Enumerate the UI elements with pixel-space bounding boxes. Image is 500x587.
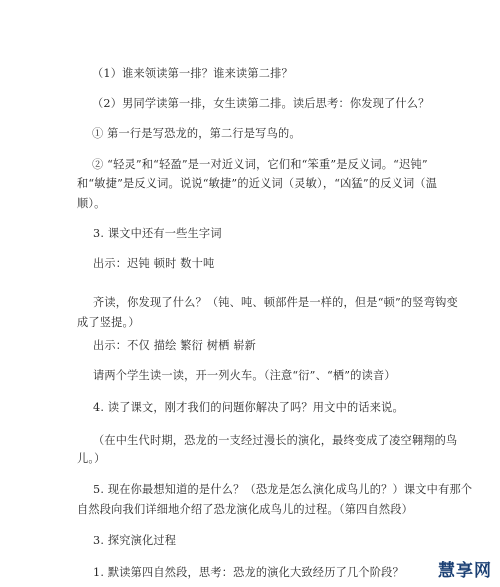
text-line: 儿。） xyxy=(77,452,106,465)
section-heading: 3. 课文中还有一些生字词 xyxy=(93,227,222,240)
text-line: 成了竖提。） xyxy=(77,316,140,329)
text-line: 5. 现在你最想知道的是什么？（恐龙是怎么演化成鸟儿的？）课文中有那个 xyxy=(93,483,473,496)
watermark-logo: 慧享网 xyxy=(438,561,492,581)
text-line: 自然段向我们详细地介绍了恐龙演化成鸟儿的过程。（第四自然段） xyxy=(77,503,414,516)
text-line: 和“敏捷”是反义词。说说“敏捷”的近义词（灵敏），“凶猛”的反义词（温 xyxy=(77,177,438,190)
section-heading: 3. 探究演化过程 xyxy=(93,534,177,547)
text-line: （2）男同学读第一排，女生读第二排。读后思考：你发现了什么？ xyxy=(92,97,430,110)
text-line: （在中生代时期，恐龙的一支经过漫长的演化，最终变成了凌空翱翔的鸟 xyxy=(93,434,458,447)
text-line: 顺）。 xyxy=(77,197,106,210)
text-line: 4. 读了课文，刚才我们的问题你解决了吗？用文中的话来说。 xyxy=(93,401,404,414)
text-line: 出示：迟钝 顿时 数十吨 xyxy=(93,257,215,270)
text-line: 1. 默读第四自然段，思考：恐龙的演化大致经历了几个阶段？ xyxy=(93,566,404,579)
text-line: （1）谁来领读第一排？谁来读第二排？ xyxy=(92,67,293,80)
text-line: 出示：不仅 描绘 繁衍 树栖 崭新 xyxy=(93,339,257,352)
text-line: 请两个学生读一读，开一列火车。（注意“衍”、“栖”的读音） xyxy=(93,369,396,382)
text-line: ② “轻灵”和“轻盈”是一对近义词，它们和“笨重”是反义词。“迟钝” xyxy=(92,158,428,171)
text-line: 齐读，你发现了什么？（钝、吨、顿部件是一样的，但是“顿”的竖弯钩变 xyxy=(93,296,458,309)
text-line: ① 第一行是写恐龙的，第二行是写鸟的。 xyxy=(92,127,301,140)
